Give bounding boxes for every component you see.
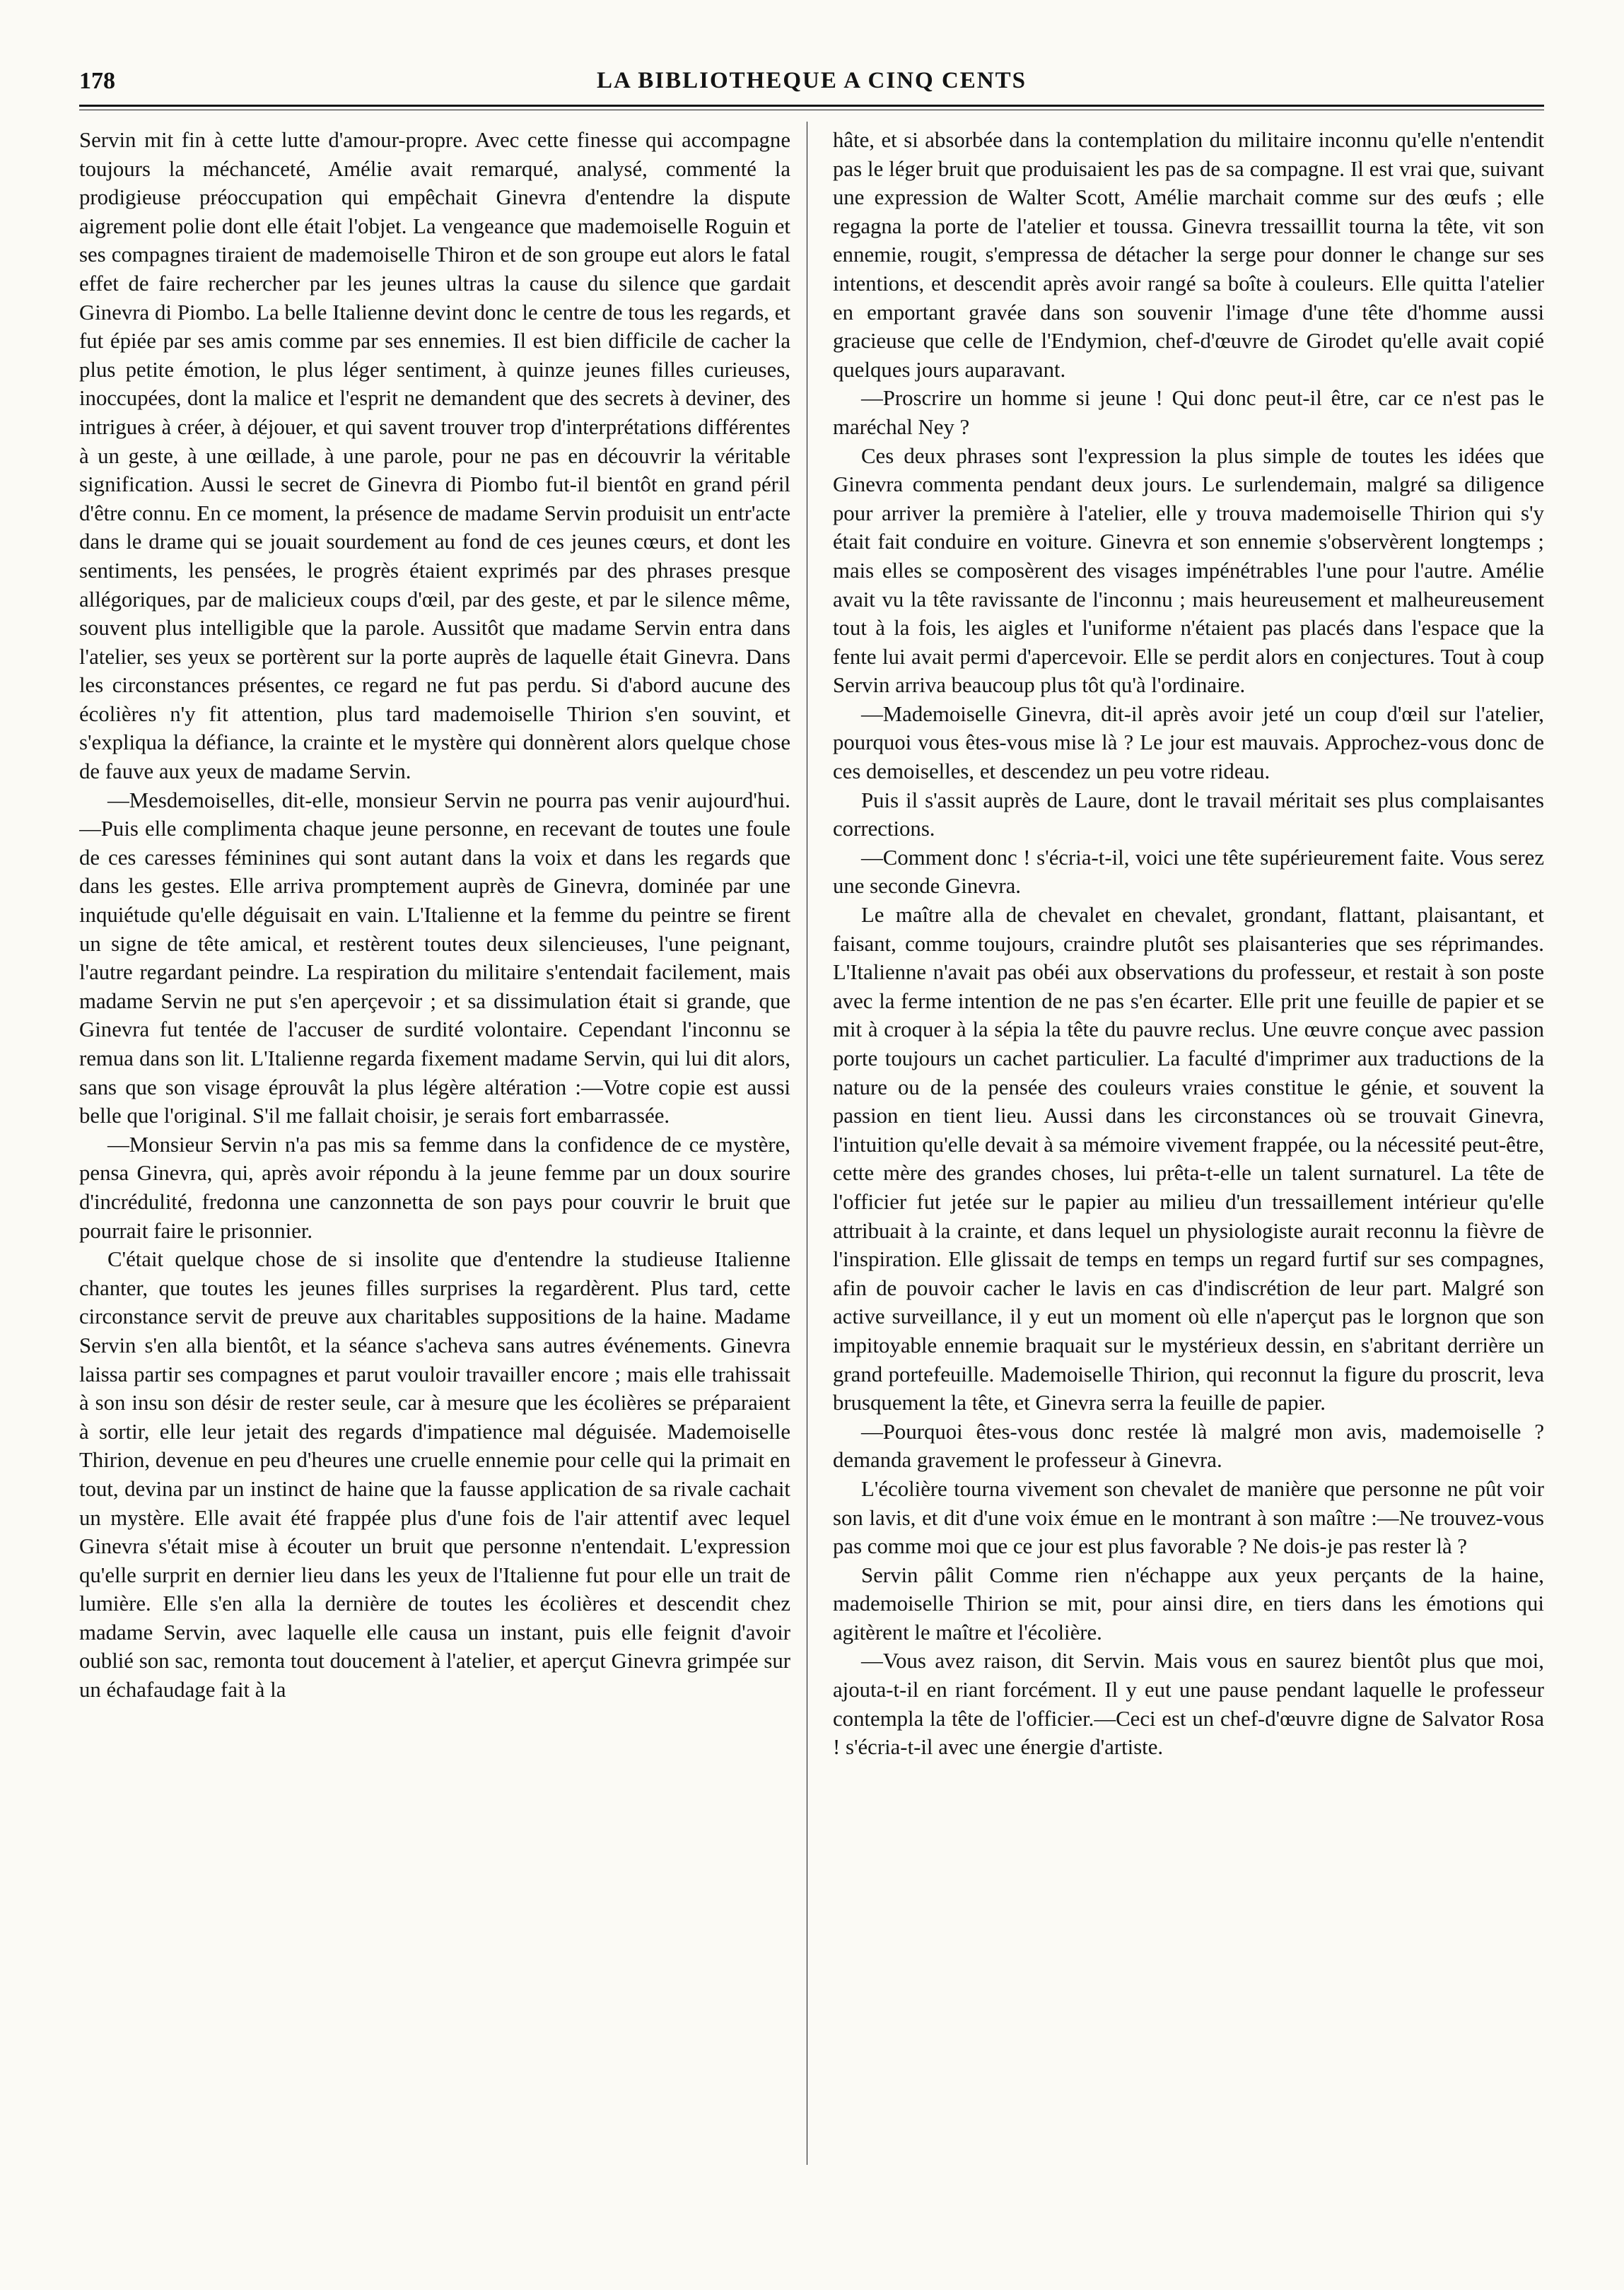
right-column bbox=[833, 126, 1544, 2176]
paragraph: Le maître alla de chevalet en chevalet, grondant, flattant, plaisantant, et faisant, comme toujours, craindre plutôt ses plaisanteries que ses réprimandes. L'Italienne n'avait pas obéi aux observations du professeur, et restait à son poste avec la ferme intention de ne pas s'en écarter. Elle prit une feuille de papier et se mit à croquer à la sépia la tête du pauvre reclus. Une œuvre conçue avec passion porte toujours un cachet particulier. La faculté d'imprimer aux traductions de la nature ou de la pensée des couleurs vraies constitue le génie, et souvent la passion en tient lieu. Aussi dans les circonstances où se trouvait Ginevra, l'intuition qu'elle devait à sa mémoire vivement frappée, ou la nécessité peut-être, cette mère des grandes choses, lui prêta-t-elle un talent surnaturel. La tête de l'officier fut jetée sur le papier au milieu d'un tressaillement intérieur qu'elle attribuait à la crainte, et dans lequel un physiologiste aurait reconnu la fièvre de l'inspiration. Elle glissait de temps en temps un regard furtif sur ses compagnes, afin de pouvoir cacher le lavis en cas d'indiscrétion de leur part. Malgré son active surveillance, il y eut un moment où elle n'aperçut pas le lorgnon que son impitoyable ennemie braquait sur le mystérieux dessin, en s'abritant derrière un grand portefeuille. Mademoiselle Thirion, qui reconnut la figure du proscrit, leva brusquement la tête, et Ginevra serra la feuille de papier. bbox=[833, 903, 1544, 1415]
left-column bbox=[79, 126, 790, 2176]
paragraph: —Pourquoi êtes-vous donc restée là malgré mon avis, mademoiselle ? demanda gravement le professeur à Ginevra. bbox=[833, 1419, 1544, 1473]
paragraph: —Mesdemoiselles, dit-elle, monsieur Servin ne pourra pas venir aujourd'hui. —Puis elle complimenta chaque jeune personne, en recevant de toutes une foule de ces caresses féminines qui sont autant dans la voix et dans les regards que dans les gestes. Elle arriva promptement auprès de Ginevra, dominée par une inquiétude qu'elle déguisait en vain. L'Italienne et la femme du peintre se firent un signe de tête amical, et restèrent toutes deux silencieuses, l'une peignant, l'autre regardant peindre. La respiration du militaire s'entendait facilement, mais madame Servin ne put s'en aperçevoir ; et sa dissimulation était si grande, que Ginevra fut tentée de l'accuser de surdité volontaire. Cependant l'inconnu se remua dans son lit. L'Italienne regarda fixement madame Servin, qui lui dit alors, sans que son visage éprouvât la plus légère altération :—Votre copie est aussi belle que l'original. S'il me fallait choisir, je serais fort embarrassée. bbox=[79, 788, 790, 1128]
paragraph: —Mademoiselle Ginevra, dit-il après avoir jeté un coup d'œil sur l'atelier, pourquoi vous êtes-vous mise là ? Le jour est mauvais. Approchez-vous donc de ces demoiselles, et descendez un peu votre rideau. bbox=[833, 701, 1544, 784]
paragraph: —Vous avez raison, dit Servin. Mais vous en saurez bientôt plus que moi, ajouta-t-il en riant forcément. Il y eut une pause pendant laquelle le professeur contempla la tête de l'officier.—Ceci est un chef-d'œuvre digne de Salvator Rosa ! s'écria-t-il avec une énergie d'artiste. bbox=[833, 1649, 1544, 1760]
paragraph: —Monsieur Servin n'a pas mis sa femme dans la confidence de ce mystère, pensa Ginevra, qui, après avoir répondu à la jeune femme par un doux sourire d'incrédulité, fredonna une canzonnetta de son pays pour couvrir le bruit que pourrait faire le prisonnier. bbox=[79, 1132, 790, 1243]
paragraph: hâte, et si absorbée dans la contemplation du militaire inconnu qu'elle n'entendit pas le léger bruit que produisaient les pas de sa compagne. Il est vrai que, suivant une expression de Walter Scott, Amélie marchait comme sur des œufs ; elle regagna la porte de l'atelier et toussa. Ginevra tressaillit tourna la tête, vit son ennemie, rougit, s'empressa de détacher la serge pour donner le change sur ses intentions, et descendit après avoir rangé sa boîte à couleurs. Elle quitta l'atelier en emportant gravée dans son souvenir l'image d'une tête d'homme aussi gracieuse que celle de l'Endymion, chef-d'œuvre de Girodet qu'elle avait copié quelques jours auparavant. bbox=[833, 128, 1544, 382]
running-title: LA BIBLIOTHEQUE A CINQ CENTS bbox=[596, 68, 1027, 93]
paragraph: Servin mit fin à cette lutte d'amour-propre. Avec cette finesse qui accompagne toujours la méchanceté, Amélie avait remarqué, analysé, commenté la prodigieuse préoccupation qui empêchait Ginevra d'entendre la dispute aigrement polie dont elle était l'objet. La vengeance que mademoiselle Roguin et ses compagnes tiraient de mademoiselle Thiron et de son groupe eut alors le fatal effet de faire rechercher par les jeunes ultras la cause du silence que gardait Ginevra di Piombo. La belle Italienne devint donc le centre de tous les regards, et fut épiée par ses amis comme par ses ennemies. Il est bien difficile de cacher la plus petite émotion, le plus léger sentiment, à quinze jeunes filles curieuses, inoccupées, dont la malice et l'esprit ne demandent que des secrets à deviner, des intrigues à créer, à déjouer, et qui savent trouver trop d'interprétations différentes à un geste, à une œillade, à une parole, pour ne pas en découvrir la véritable signification. Aussi le secret de Ginevra di Piombo fut-il bientôt en grand péril d'être connu. En ce moment, la présence de madame Servin produisit un entr'acte dans le drame qui se jouait sourdement au fond de ces jeunes cœurs, et dont les sentiments, les pensées, le progrès étaient exprimés par des phrases presque allégoriques, par de malicieux coups d'œil, par des geste, et par le silence même, souvent plus intelligible que la parole. Aussitôt que madame Servin entra dans l'atelier, ses yeux se portèrent sur la porte auprès de laquelle était Ginevra. Dans les circonstances présentes, ce regard ne fut pas perdu. Si d'abord aucune des écolières n'y fit attention, plus tard mademoiselle Thirion s'en souvint, et s'expliqua la défiance, la crainte et le mystère qui donnèrent alors quelque chose de fauve aux yeux de madame Servin. bbox=[79, 128, 790, 784]
paragraph: Servin pâlit Comme rien n'échappe aux yeux perçants de la haine, mademoiselle Thirion se mit, pour ainsi dire, en tiers dans les émotions qui agitèrent le maître et l'écolière. bbox=[833, 1562, 1544, 1645]
page-header bbox=[79, 68, 1544, 99]
header-rule-thick bbox=[79, 105, 1544, 107]
paragraph: C'était quelque chose de si insolite que d'entendre la studieuse Italienne chanter, que toutes les jeunes filles surprises la regardèrent. Plus tard, cette circonstance servit de preuve aux charitables suppositions de la haine. Madame Servin s'en alla bientôt, et la séance s'acheva sans autres événements. Ginevra laissa partir ses compagnes et parut vouloir travailler encore ; mais elle trahissait à son insu son désir de rester seule, car à mesure que les écolières se préparaient à sortir, elle leur jetait des regards d'impatience mal déguisée. Mademoiselle Thirion, devenue en peu d'heures une cruelle ennemie pour celle qui la primait en tout, devina par un instinct de haine que la fausse application de sa rivale cachait un mystère. Elle avait été frappée plus d'une fois de l'air attentif avec lequel Ginevra s'était mise à écouter un bruit que personne n'entendait. L'expression qu'elle surprit en dernier lieu dans les yeux de l'Italienne fut pour elle un trait de lumière. Elle s'en alla la dernière de toutes les écolières et descendit chez madame Servin, avec laquelle elle causa un instant, puis elle feignit d'avoir oublié son sac, remonta tout doucement à l'atelier, et aperçut Ginevra grimpée sur un échafaudage fait à la bbox=[79, 1247, 790, 1702]
paragraph: L'écolière tourna vivement son chevalet de manière que personne ne pût voir son lavis, et dit d'une voix émue en le montrant à son maître :—Ne trouvez-vous pas comme moi que ce jour est plus favorable ? Ne dois-je pas rester là ? bbox=[833, 1476, 1544, 1559]
paragraph: Ces deux phrases sont l'expression la plus simple de toutes les idées que Ginevra commenta pendant deux jours. Le surlendemain, malgré sa diligence pour arriver la première à l'atelier, elle y trouva mademoiselle Thirion qui s'y était fait conduire en voiture. Ginevra et son ennemie s'observèrent longtemps ; mais elles se composèrent des visages impénétrables l'une pour l'autre. Amélie avait vu la tête ravissante de l'inconnu ; mais heureusement et malheureusement tout à la fois, les aigles et l'uniforme n'étaient pas placés dans l'espace que la fente lui avait permi d'apercevoir. Elle se perdit alors en conjectures. Tout à coup Servin arriva beaucoup plus tôt qu'à l'ordinaire. bbox=[833, 443, 1544, 698]
page-number: 178 bbox=[79, 68, 115, 94]
paragraph: —Comment donc ! s'écria-t-il, voici une tête supérieurement faite. Vous serez une seconde Ginevra. bbox=[833, 845, 1544, 899]
paragraph: —Proscrire un homme si jeune ! Qui donc peut-il être, car ce n'est pas le maréchal Ney ? bbox=[833, 386, 1544, 439]
paragraph: Puis il s'assit auprès de Laure, dont le travail méritait ses plus complaisantes corrections. bbox=[833, 788, 1544, 841]
